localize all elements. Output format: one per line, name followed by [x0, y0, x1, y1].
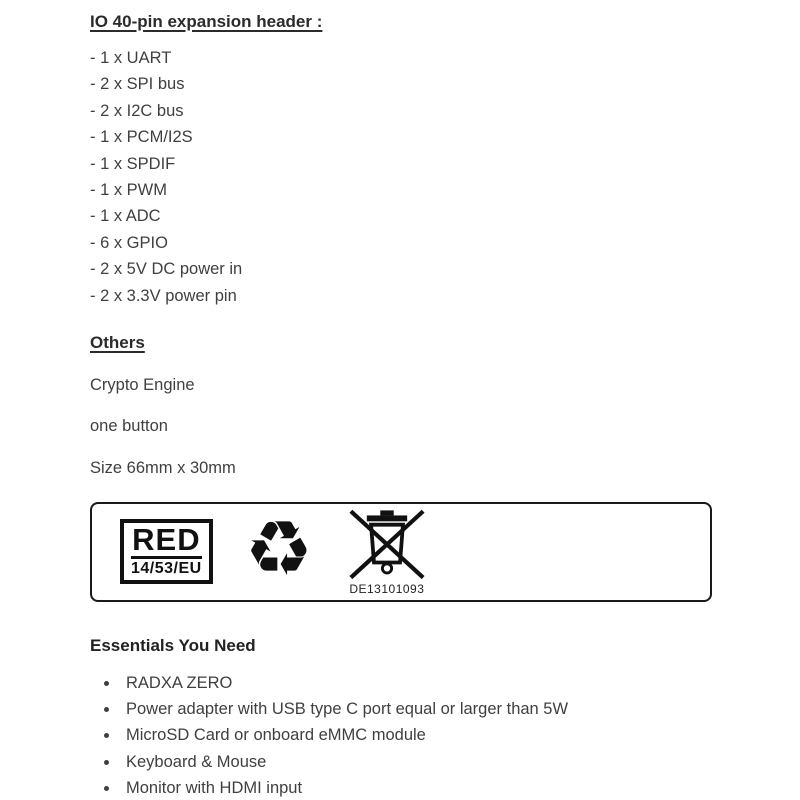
list-item: - 2 x I2C bus [90, 101, 184, 120]
recycling-symbol-icon: ♻ [244, 506, 313, 592]
list-item: - 1 x PCM/I2S [90, 128, 193, 147]
red-mark-text: RED [132, 522, 201, 558]
others-title: Others [90, 333, 145, 353]
list-item: - 1 x UART [90, 49, 172, 67]
others-line: one button [90, 417, 168, 436]
red-mark-directive: 14/53/EU [131, 556, 202, 578]
list-item: - 1 x SPDIF [90, 154, 176, 173]
list-item: • RADXA ZERO [120, 670, 712, 696]
essentials-title: Essentials You Need [90, 635, 256, 655]
list-item: - 1 x PWM [90, 181, 167, 200]
others-line: Crypto Engine [90, 375, 195, 394]
list-item: - 6 x GPIO [90, 233, 168, 252]
list-item: • Power adapter with USB type C port equal or larger than 5W [120, 696, 712, 722]
others-line: Size 66mm x 30mm [90, 458, 236, 477]
essentials-list [90, 670, 712, 800]
list-item: - 2 x 3.3V power pin [90, 286, 237, 305]
list-item: • MicroSD Card or onboard eMMC module [120, 722, 712, 748]
list-item: • Monitor with HDMI input [120, 775, 712, 800]
crossed-out-wheeled-bin-icon [345, 507, 429, 581]
list-item: - 1 x ADC [90, 207, 161, 226]
certification-box [90, 502, 712, 602]
weee-registration-number: DE13101093 [349, 582, 425, 597]
list-item: - 2 x 5V DC power in [90, 260, 243, 279]
list-item: - 2 x SPI bus [90, 75, 185, 94]
weee-mark [345, 507, 429, 596]
list-item: • Keyboard & Mouse [120, 749, 712, 775]
red-certification-mark [120, 519, 213, 584]
io-header-list [90, 45, 712, 309]
io-header-title: IO 40-pin expansion header : [90, 12, 323, 31]
